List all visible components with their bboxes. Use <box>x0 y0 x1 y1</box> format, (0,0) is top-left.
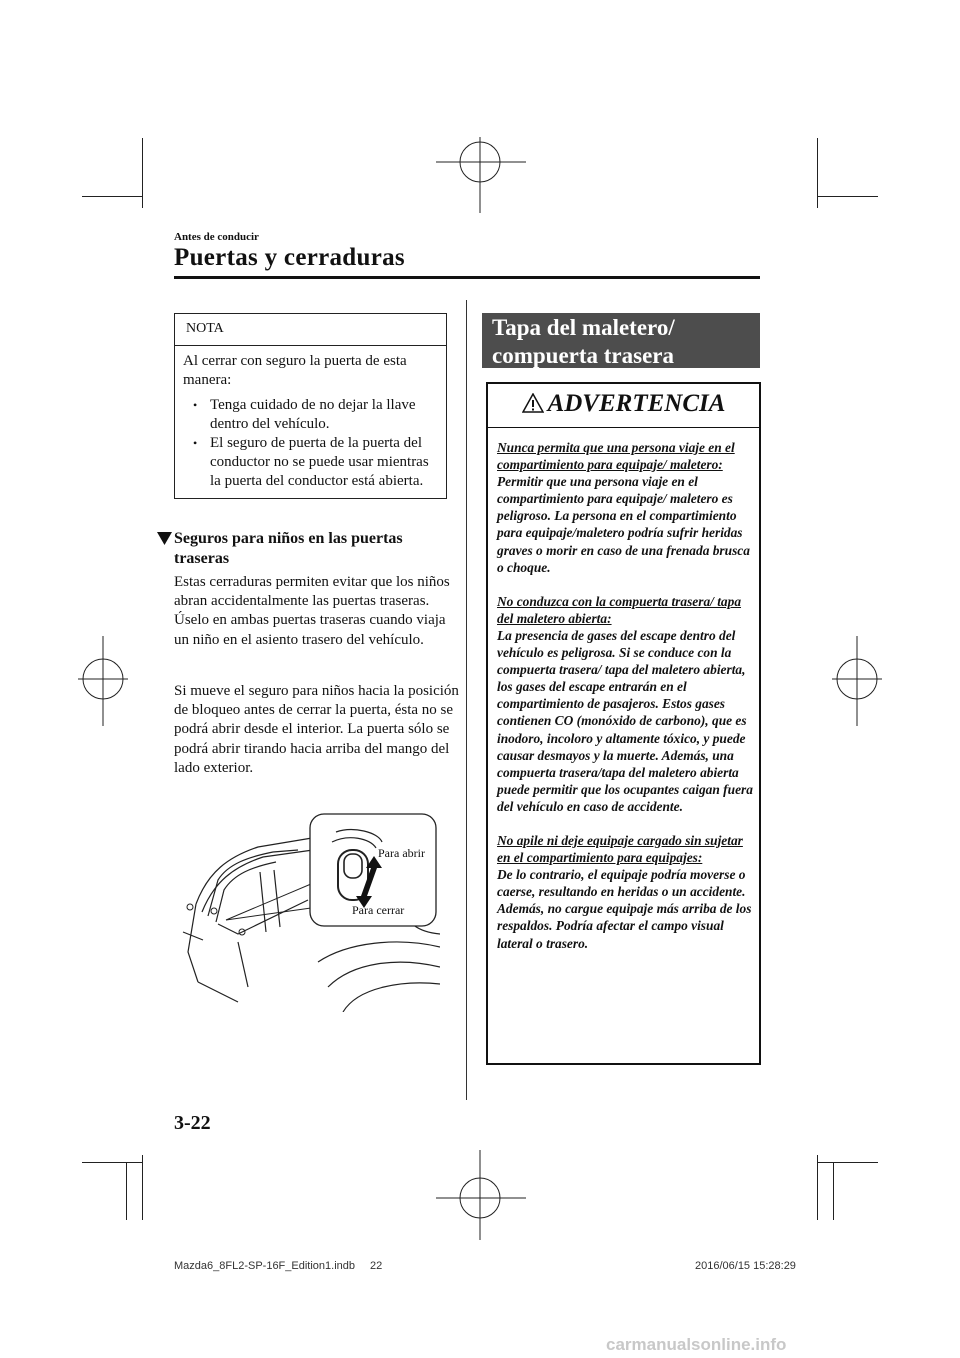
registration-mark-bottom <box>436 1150 526 1240</box>
page-number: 3-22 <box>174 1112 211 1134</box>
note-body <box>183 352 441 491</box>
warning-title <box>488 390 759 418</box>
label-para-cerrar: Para cerrar <box>352 903 405 917</box>
child-lock-paragraph-1: Estas cerraduras permiten evitar que los niños abran accidentalmente las puertas traseras. Úselo en ambas puertas traseras cuando viaja un niño en el asiento trasero del vehículo. <box>174 574 450 648</box>
warning-heading-2: No conduzca con la compuerta trasera/ tapa del maletero abierta: <box>497 593 742 626</box>
note-list <box>183 396 441 491</box>
banner-line-2: compuerta trasera <box>492 343 675 368</box>
warning-triangle-icon <box>522 393 544 413</box>
warning-title-text: ADVERTENCIA <box>547 390 726 417</box>
warning-text-1: Permitir que una persona viaje en el compartimiento para equipaje/ maletero es peligroso. La persona en el compartimiento para equipaje/maletero podría sufrir heridas graves o morir en caso de una frenada brusca o choque. <box>497 474 750 575</box>
warning-text-2: La presencia de gases del escape dentro del vehículo es peligrosa. Si se conduce con la compuerta trasera/ tapa del maletero abierta, los gases del escape entrarán en el compartimiento de pasajeros. Estos gases contienen CO (monóxido de carbono), que es inodoro, incoloro y altamente tóxico, y puede causar desmayos y la muerte. Además, una compuerta trasera/tapa del maletero abierta puede permitir que los ocupantes caigan fuera del vehículo en caso de accidente. <box>497 627 753 814</box>
header-rule <box>174 276 760 279</box>
registration-mark-left <box>78 636 128 726</box>
column-divider <box>466 300 467 1100</box>
note-item: • El seguro de puerta de la puerta del conductor no se puede usar mientras la puerta del conductor está abierta. <box>183 434 441 491</box>
child-lock-paragraph-2: Si mueve el seguro para niños hacia la posición de bloqueo antes de cerrar la puerta, ésta no se podrá abrir desde el interior. La puerta sólo se podrá abrir tirando hacia arriba del mango del lado exterior. <box>174 683 459 776</box>
child-lock-heading-text: Seguros para niños en las puertas traseras <box>174 530 403 567</box>
footer-file-page: 22 <box>370 1260 383 1272</box>
banner-line-1: Tapa del maletero/ <box>492 315 675 340</box>
label-para-abrir: Para abrir <box>378 846 425 860</box>
warning-heading-3: No apile ni deje equipaje cargado sin sujetar en el compartimiento para equipajes: <box>497 832 743 866</box>
triangle-down-icon <box>157 532 172 545</box>
note-intro: Al cerrar con seguro la puerta de esta manera: <box>183 353 407 388</box>
note-box <box>174 313 447 499</box>
child-lock-figure <box>178 812 440 1012</box>
warning-body <box>497 439 759 952</box>
registration-mark-right <box>832 636 882 726</box>
warning-heading-1: Nunca permita que una persona viaje en el compartimiento para equipaje/ maletero: <box>497 440 735 473</box>
note-heading: NOTA <box>186 321 224 336</box>
chapter-title: Puertas y cerraduras <box>174 244 405 271</box>
warning-box <box>486 382 761 1065</box>
note-header <box>175 314 446 346</box>
child-lock-heading <box>157 529 457 569</box>
footer-file-name: Mazda6_8FL2-SP-16F_Edition1.indb <box>174 1260 356 1272</box>
warning-text-3: De lo contrario, el equipaje podría moverse o caerse, resultando en heridas o un accidente. Además, no cargue equipaje más arriba de los respaldos. Podría afectar el campo visual lateral o trasero. <box>497 867 752 951</box>
warning-rule <box>488 427 759 428</box>
watermark: carmanualsonline.info <box>606 1335 787 1354</box>
footer-timestamp: 2016/06/15 15:28:29 <box>695 1260 796 1272</box>
section-label: Antes de conducir <box>174 231 259 243</box>
section-banner-title <box>492 314 675 370</box>
registration-mark-top <box>436 137 526 213</box>
section-banner <box>482 313 760 368</box>
note-item: • Tenga cuidado de no dejar la llave dentro del vehículo. <box>183 396 441 434</box>
